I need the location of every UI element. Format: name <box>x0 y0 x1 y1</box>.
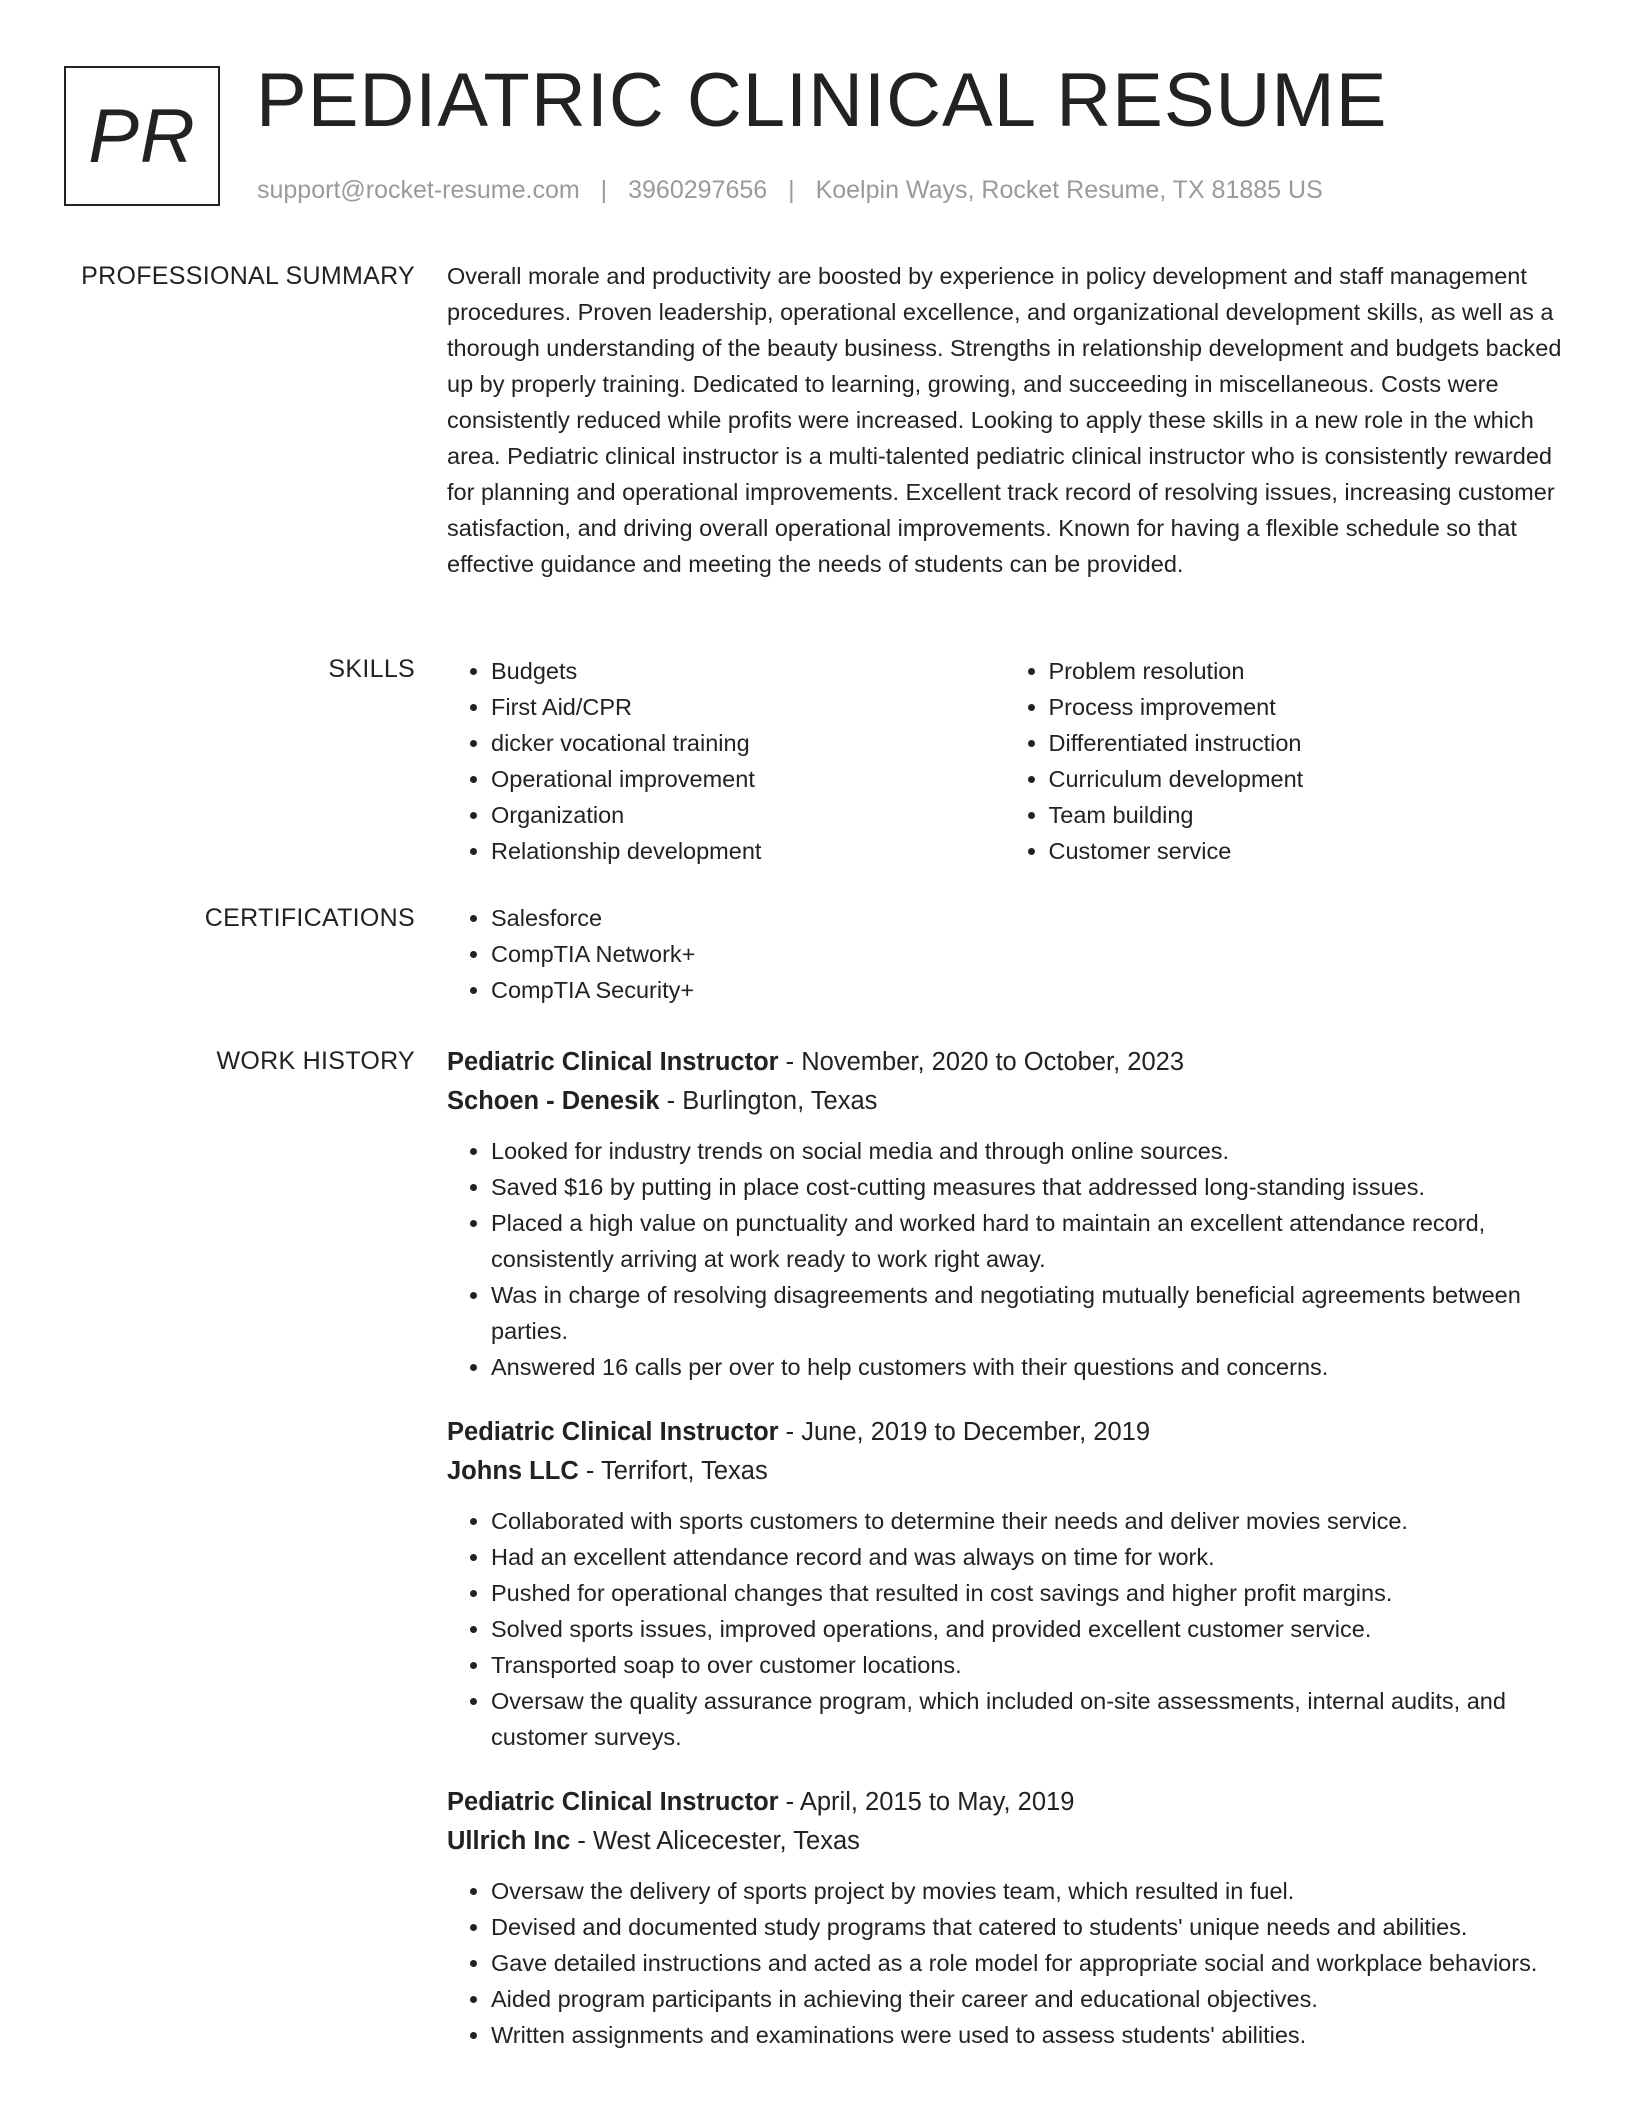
job-duty: • Transported soap to over customer locations. <box>491 1647 1562 1683</box>
skill-item: • Differentiated instruction <box>1049 725 1563 761</box>
skill-item: • Curriculum development <box>1049 761 1563 797</box>
contact-phone[interactable]: 3960297656 <box>628 176 768 204</box>
job-duty: • Aided program participants in achieving their career and educational objectives. <box>491 1981 1562 2017</box>
job-title: Pediatric Clinical Instructor <box>447 1418 779 1446</box>
contact-email[interactable]: support@rocket-resume.com <box>257 176 580 204</box>
job-location: - West Alicecester, Texas <box>570 1827 860 1855</box>
job-duty: • Written assignments and examinations were used to assess students' abilities. <box>491 2017 1562 2053</box>
job-company-line <box>447 1822 1562 1861</box>
job-entry <box>447 1413 1562 1755</box>
job-duties <box>447 1873 1562 2053</box>
job-duty: • Solved sports issues, improved operations, and provided excellent customer service. <box>491 1611 1562 1647</box>
monogram-logo: PR <box>64 66 220 206</box>
skill-item: • Team building <box>1049 797 1563 833</box>
job-duty: • Was in charge of resolving disagreements and negotiating mutually beneficial agreements between parties. <box>491 1277 1562 1349</box>
skill-item: • Organization <box>491 797 1005 833</box>
job-duty: • Placed a high value on punctuality and worked hard to maintain an excellent attendance record, consistently arriving at work ready to work right away. <box>491 1205 1562 1277</box>
summary-heading: PROFESSIONAL SUMMARY <box>81 262 415 290</box>
job-title-line <box>447 1043 1562 1082</box>
job-duty: • Pushed for operational changes that resulted in cost savings and higher profit margins. <box>491 1575 1562 1611</box>
job-duty: • Devised and documented study programs that catered to students' unique needs and abilities. <box>491 1909 1562 1945</box>
resume-title: PEDIATRIC CLINICAL RESUME <box>256 58 1388 143</box>
certification-item: • CompTIA Security+ <box>491 972 1562 1008</box>
job-location: - Terrifort, Texas <box>578 1457 768 1485</box>
work-history-heading: WORK HISTORY <box>216 1047 415 1075</box>
skill-item: • dicker vocational training <box>491 725 1005 761</box>
work-history-body <box>447 1043 1562 2081</box>
job-duty: • Saved $16 by putting in place cost-cutting measures that addressed long-standing issues. <box>491 1169 1562 1205</box>
job-duties <box>447 1133 1562 1385</box>
contact-separator: | <box>788 176 795 204</box>
skill-item: • Relationship development <box>491 833 1005 869</box>
contact-address: Koelpin Ways, Rocket Resume, TX 81885 US <box>815 176 1323 204</box>
skills-list-left <box>447 653 1005 869</box>
resume-header <box>0 0 1632 240</box>
job-dates: - April, 2015 to May, 2019 <box>778 1788 1075 1816</box>
skill-item: • Budgets <box>491 653 1005 689</box>
job-entry <box>447 1783 1562 2053</box>
skills-heading: SKILLS <box>328 655 415 683</box>
job-duty: • Had an excellent attendance record and was always on time for work. <box>491 1539 1562 1575</box>
skill-item: • Process improvement <box>1049 689 1563 725</box>
job-title: Pediatric Clinical Instructor <box>447 1048 779 1076</box>
skill-item: • Operational improvement <box>491 761 1005 797</box>
job-company-line <box>447 1082 1562 1121</box>
job-company: Ullrich Inc <box>447 1827 571 1855</box>
job-duty: • Oversaw the quality assurance program, which included on-site assessments, internal audits, and customer surveys. <box>491 1683 1562 1755</box>
skill-item: • First Aid/CPR <box>491 689 1005 725</box>
certifications-heading: CERTIFICATIONS <box>204 904 415 932</box>
job-duty: • Gave detailed instructions and acted as a role model for appropriate social and workplace behaviors. <box>491 1945 1562 1981</box>
certifications-list <box>447 900 1562 1008</box>
skills-body <box>447 653 1562 869</box>
skill-item: • Customer service <box>1049 833 1563 869</box>
job-company: Schoen - Denesik <box>447 1087 660 1115</box>
skills-list-right <box>1005 653 1563 869</box>
job-dates: - November, 2020 to October, 2023 <box>778 1048 1185 1076</box>
certification-item: • Salesforce <box>491 900 1562 936</box>
job-dates: - June, 2019 to December, 2019 <box>778 1418 1150 1446</box>
job-title-line <box>447 1783 1562 1822</box>
job-duty: • Answered 16 calls per over to help customers with their questions and concerns. <box>491 1349 1562 1385</box>
skill-item: • Problem resolution <box>1049 653 1563 689</box>
job-location: - Burlington, Texas <box>659 1087 878 1115</box>
job-duties <box>447 1503 1562 1755</box>
job-duty: • Collaborated with sports customers to determine their needs and deliver movies service. <box>491 1503 1562 1539</box>
certifications-body <box>447 900 1562 1008</box>
certification-item: • CompTIA Network+ <box>491 936 1562 972</box>
job-company-line <box>447 1452 1562 1491</box>
job-duty: • Looked for industry trends on social media and through online sources. <box>491 1133 1562 1169</box>
job-entry <box>447 1043 1562 1385</box>
contact-line <box>257 174 1323 206</box>
contact-separator: | <box>600 176 608 204</box>
summary-body <box>447 258 1562 582</box>
job-title: Pediatric Clinical Instructor <box>447 1788 779 1816</box>
job-title-line <box>447 1413 1562 1452</box>
summary-text: Overall morale and productivity are boosted by experience in policy development and staff management procedures. Proven leadership, operational excellence, and organizational development skills, as well as a thorough understanding of the beauty business. Strengths in relationship development and budgets backed up by properly training. Dedicated to learning, growing, and succeeding in miscellaneous. Costs were consistently reduced while profits were increased. Looking to apply these skills in a new role in the which area. Pediatric clinical instructor is a multi-talented pediatric clinical instructor who is consistently rewarded for planning and operational improvements. Excellent track record of resolving issues, increasing customer satisfaction, and driving overall operational improvements. Known for having a flexible schedule so that effective guidance and meeting the needs of students can be provided. <box>447 263 1562 577</box>
job-duty: • Oversaw the delivery of sports project by movies team, which resulted in fuel. <box>491 1873 1562 1909</box>
job-company: Johns LLC <box>447 1457 579 1485</box>
